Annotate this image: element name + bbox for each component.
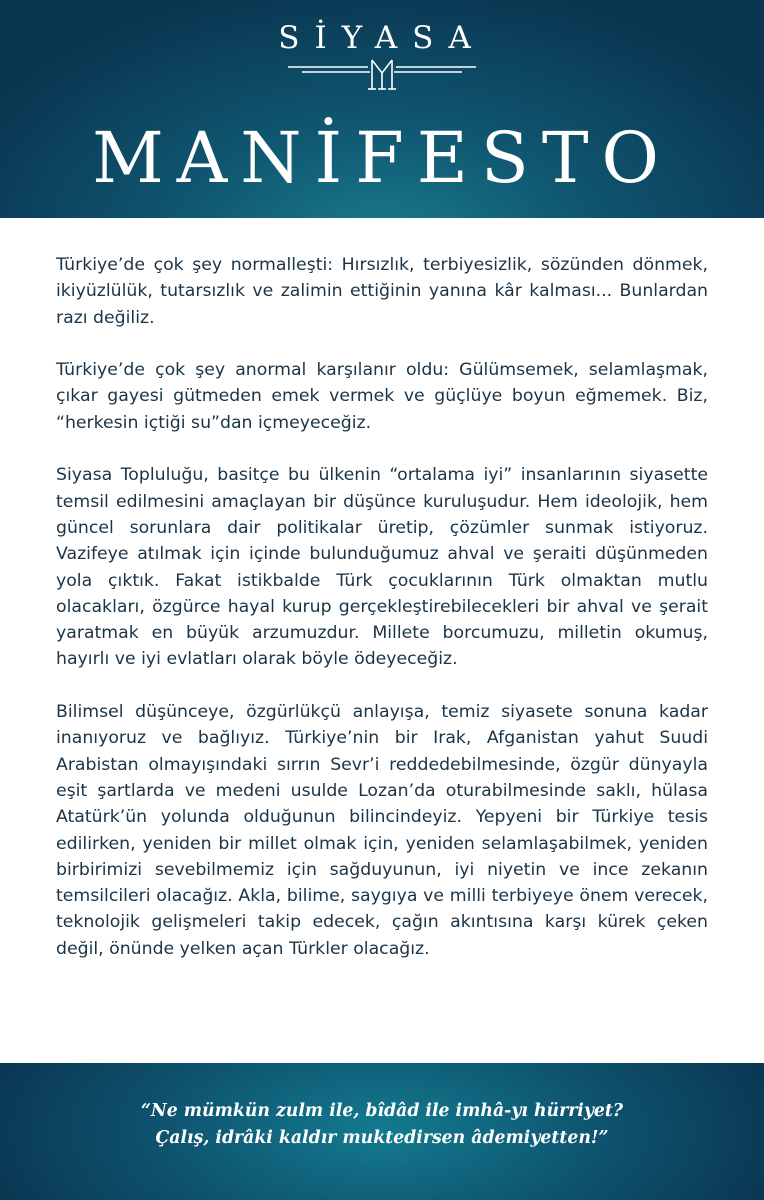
siyasa-logo-icon: [288, 57, 476, 93]
footer-quote: [0, 1098, 764, 1152]
manifesto-body: [56, 252, 708, 988]
paragraph: Bilimsel düşünceye, özgürlükçü anlayışa, temiz siyasete sonuna kadar inanıyoruz ve bağlıyız. Türkiye’nin bir Irak, Afganistan yahut Suudi Arabistan olmayışındaki sırrın Sevr’i reddedebilmesinde, özgür dünyayla eşit şartlarda ve medeni usulde Lozan’da oturabilmesinde saklı, hülasa Atatürk’ün yolunda olduğunun bilincindeyiz. Yepyeni bir Türkiye tesis edilirken, yeniden bir millet olmak için, yeniden selamlaşabilmek, yeniden birbirimizi sevebilmemiz için sağduyunun, iyi niyetin ve ince zekanın temsilcileri olacağız. Akla, bilime, saygıya ve milli terbiyeye önem verecek, teknolojik gelişmeleri takip edecek, çağın akıntısına karşı kürek çeken değil, önünde yelken açan Türkler olacağız.: [56, 702, 708, 959]
paragraph: Siyasa Topluluğu, basitçe bu ülkenin “ortalama iyi” insanlarının siyasette temsil edilmesini amaçlayan bir düşünce kuruluşudur. Hem ideolojik, hem güncel sorunlara dair politikalar üretip, çözümler sunmak istiyoruz. Vazifeye atılmak için içinde bulunduğumuz ahval ve şeraiti düşünmeden yola çıktık. Fakat istikbalde Türk çocuklarının Türk olmaktan mutlu olacakları, özgürce hayal kurup gerçekleştirebilecekleri bir ahval ve şerait yaratmak en büyük arzumuzdur. Millete borcumuzu, milletin okumuş, hayırlı ve iyi evlatları olarak böyle ödeyeceğiz.: [56, 465, 708, 670]
quote-line: “Ne mümkün zulm ile, bîdâd ile imhâ-yı hürriyet?: [140, 1101, 624, 1121]
paragraph: Türkiye’de çok şey normalleşti: Hırsızlık, terbiyesizlik, sözünden dönmek, ikiyüzlülük, tutarsızlık ve zalimin ettiğinin yanına kâr kalması... Bunlardan razı değiliz.: [56, 255, 708, 328]
paragraph: Türkiye’de çok şey anormal karşılanır oldu: Gülümsemek, selamlaşmak, çıkar gayesi gütmeden emek vermek ve güçlüye boyun eğmemek. Biz, “herkesin içtiği su”dan içmeyeceğiz.: [56, 360, 708, 433]
quote-line: Çalış, idrâki kaldır muktedirsen âdemiyetten!”: [155, 1128, 609, 1148]
brand-name: SİYASA: [278, 20, 486, 56]
header-banner: [0, 0, 764, 218]
footer-banner: [0, 1063, 764, 1200]
page-title: MANİFESTO: [92, 117, 672, 199]
